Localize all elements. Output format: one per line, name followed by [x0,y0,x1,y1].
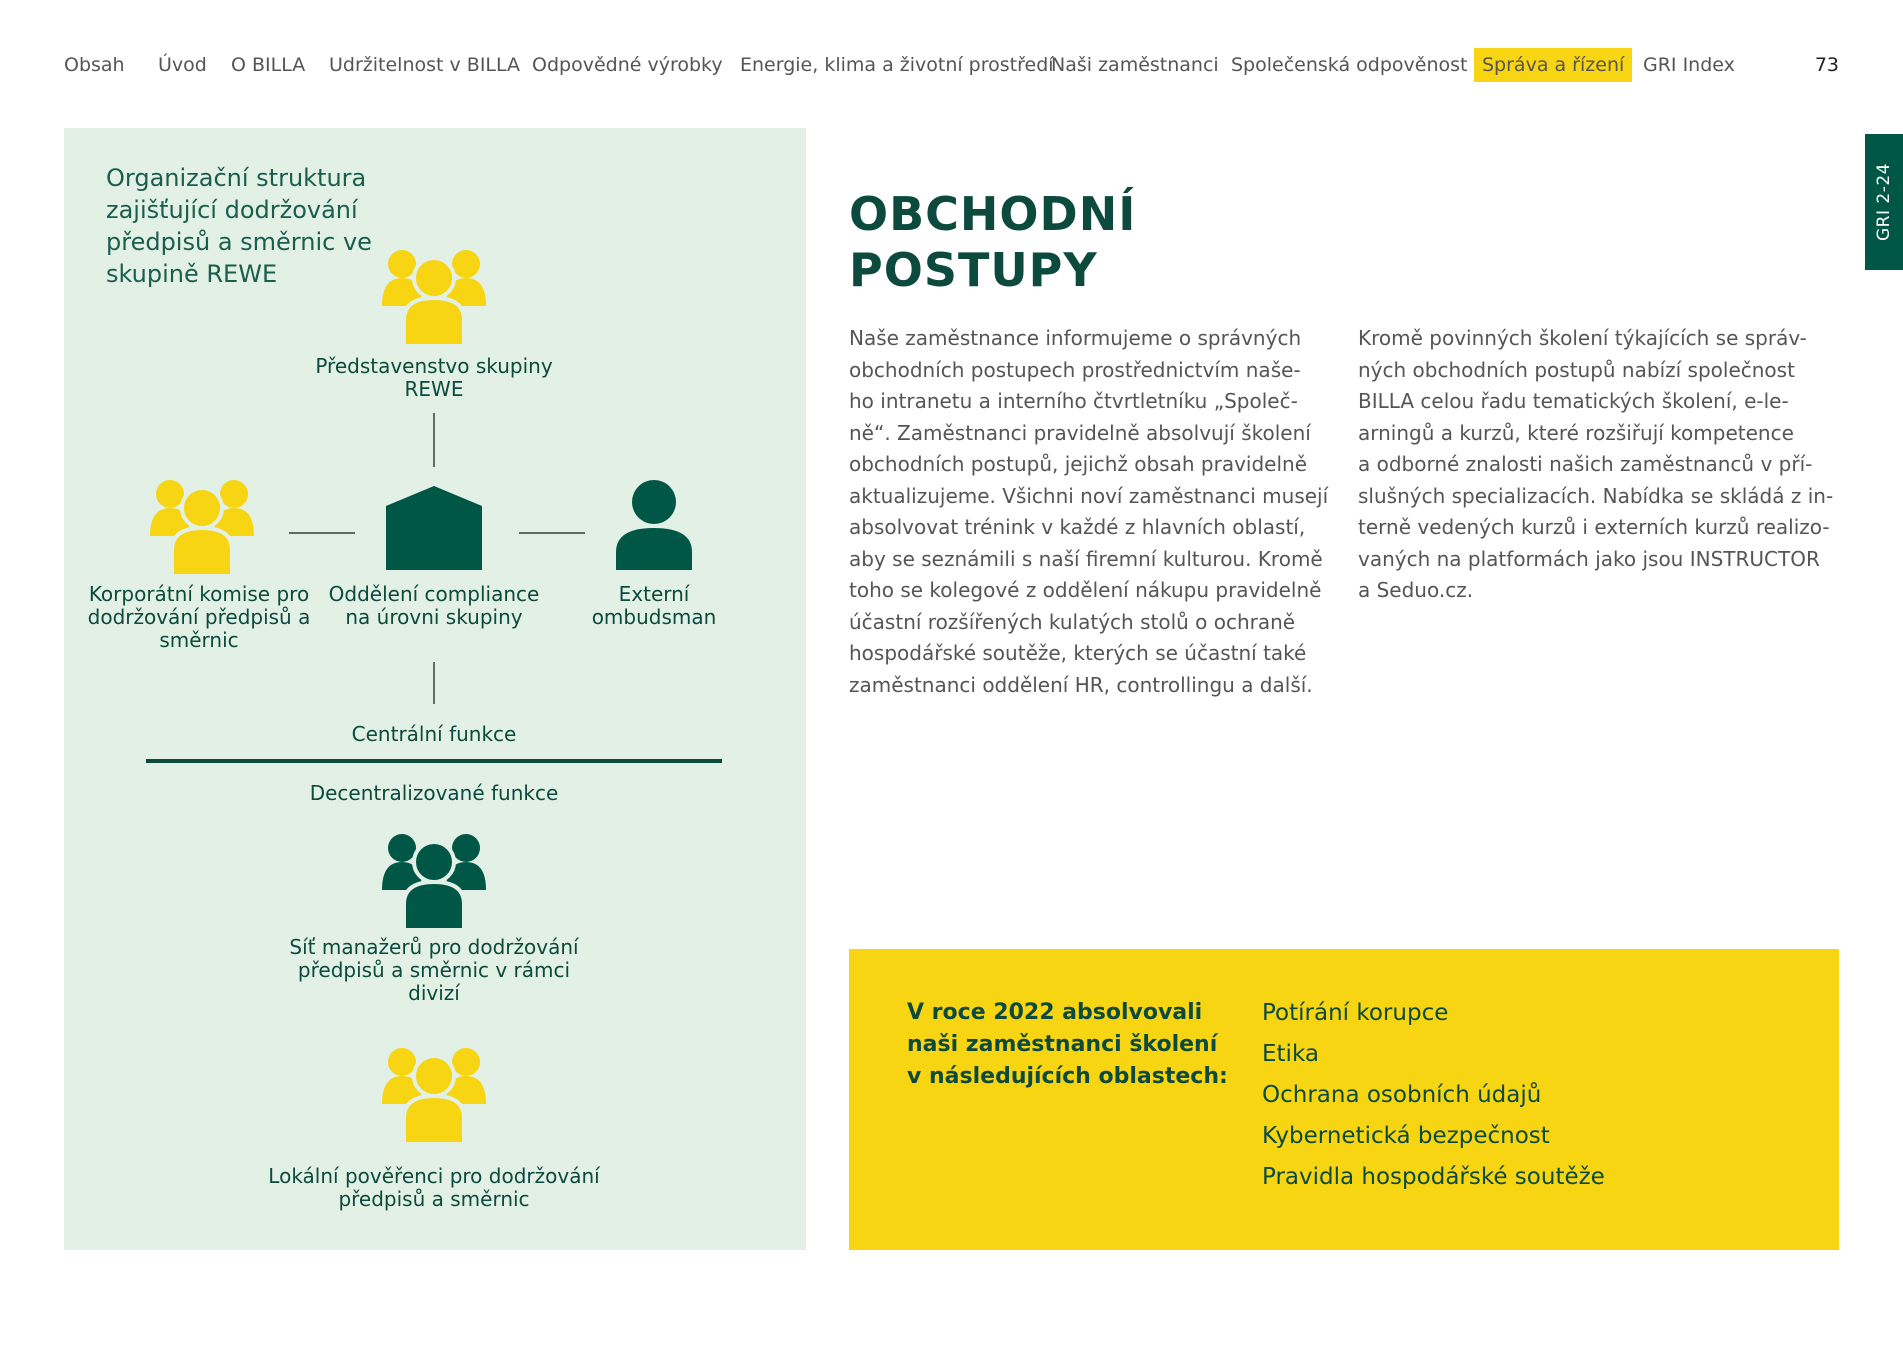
managers-group-icon [382,832,486,932]
managers-network-label: Síť manažerů pro dodržování předpisů a směrnic v rámci divizí [289,935,579,1005]
training-areas-list [1262,993,1605,1198]
article-column-1: Naše zaměstnance informujeme o správných obchodních postupech prostřednictvím naše- ho intranetu a interního čtvrtletníku „Společ- ně“. Zaměstnanci pravidelně absolvují školení obchodních postupů, jejichž obsah pravidelně aktualizujeme. Všichni noví zaměstnanci musejí absolvovat trénink v každé z hlavních oblastí, aby se seznámili s naší firemní kulturou. Kromě toho se kolegové z oddělení nákupu pravidelně účastní rozšířených kulatých stolů o ochraně hospodářské soutěže, kterých se účastní také zaměstnanci oddělení HR, controllingu a další. [849,326,1329,697]
nav-item-o-billa[interactable]: O BILLA [231,54,306,76]
heading-line-1: OBCHODNÍ [849,187,1137,241]
department-building-icon [386,486,482,570]
connector-dept-central [433,662,435,704]
board-group-icon [382,248,486,348]
nav-item-gri-index[interactable]: GRI Index [1643,54,1735,76]
local-officers-label: Lokální pověřenci pro dodržování předpisů a směrnic [268,1164,600,1211]
training-area-item: Ochrana osobních údajů [1262,1082,1542,1108]
board-label: Představenstvo skupiny REWE [315,354,553,401]
gri-side-tab[interactable] [1865,134,1903,270]
training-areas-box [849,949,1839,1250]
gri-side-tab-label: GRI 2-24 [1874,163,1894,241]
org-structure-panel [64,128,806,1250]
connector-dept-ombudsman [519,532,585,534]
page-number: 73 [1814,54,1839,76]
nav-item-zamestnanci[interactable]: Naši zaměstnanci [1051,54,1219,76]
training-area-item: Kybernetická bezpečnost [1262,1123,1550,1149]
training-area-item: Pravidla hospodářské soutěže [1262,1164,1605,1190]
nav-item-spolecenska[interactable]: Společenská odpověnost [1231,54,1468,76]
heading-line-2: POSTUPY [849,243,1098,297]
article-column-2: Kromě povinných školení týkajících se správ- ných obchodních postupů nabízí společnost BILLA celou řadu tematických školení, e-le- arningů a kurzů, které rozšiřují kompetence a odborné znalosti našich zaměstnanců v pří- slušných specializacích. Nabídka se skládá z in- terně vedených kurzů i externích kurzů realizo- vaných na platformách jako jsou INSTRUCTOR a Seduo.cz. [1358,326,1834,602]
top-navigation [64,48,1843,82]
ombudsman-person-icon [616,480,692,570]
department-label: Oddělení compliance na úrovni skupiny [328,582,540,629]
training-box-title: V roce 2022 absolvovali naši zaměstnanci školení v následujících oblastech: [907,1000,1228,1089]
nav-item-sprava-active[interactable]: Správa a řízení [1474,48,1632,82]
training-area-item: Potírání korupce [1262,1000,1449,1026]
diagram-title: Organizační struktura zajišťující dodržování předpisů a směrnic ve skupině REWE [106,164,372,288]
central-functions-label: Centrální funkce [351,722,517,746]
nav-item-obsah[interactable]: Obsah [64,54,125,76]
central-decentral-divider [146,759,722,763]
connector-committee-dept [289,532,355,534]
training-area-item: Etika [1262,1041,1319,1067]
local-officers-group-icon [382,1046,486,1146]
decentral-functions-label: Decentralizované funkce [309,781,559,805]
ombudsman-label: Externí ombudsman [591,582,717,629]
connector-board-dept [433,413,435,467]
committee-group-icon [150,478,254,578]
nav-item-energie[interactable]: Energie, klima a životní prostředí [740,54,1054,76]
nav-item-uvod[interactable]: Úvod [158,54,207,76]
committee-label: Korporátní komise pro dodržování předpisů a směrnic [87,582,311,652]
article-heading [849,186,1136,298]
nav-item-udrzitelnost[interactable]: Udržitelnost v BILLA [329,54,521,76]
nav-item-odpovedne-vyrobky[interactable]: Odpovědné výrobky [532,54,723,76]
